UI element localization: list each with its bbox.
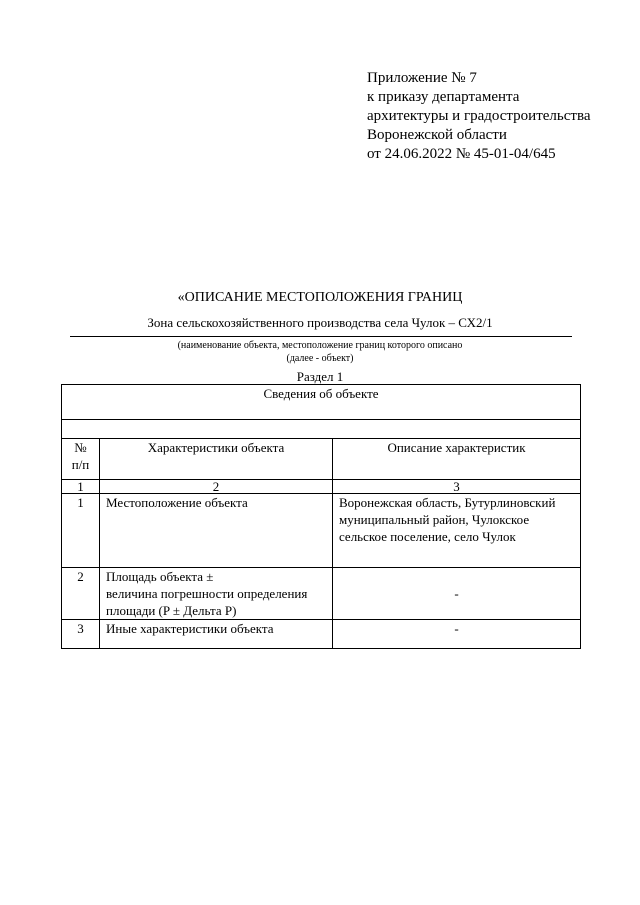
underline-rule bbox=[70, 336, 572, 337]
row-number: 3 bbox=[62, 620, 100, 649]
row-number: 2 bbox=[62, 568, 100, 620]
characteristic-line: площади (P ± Дельта P) bbox=[106, 603, 237, 618]
object-caption bbox=[0, 339, 640, 365]
row-number: 1 bbox=[62, 494, 100, 568]
table-heading: Сведения об объекте bbox=[62, 385, 581, 420]
section-label: Раздел 1 bbox=[296, 369, 344, 384]
table-blank-row bbox=[62, 420, 581, 439]
document-title: «ОПИСАНИЕ МЕСТОПОЛОЖЕНИЯ ГРАНИЦ bbox=[177, 290, 463, 305]
object-info-table bbox=[61, 384, 581, 649]
row-description: Воронежская область, Бутурлиновский муниципальный район, Чулокское сельское поселение, село Чулок bbox=[333, 494, 581, 568]
table-row bbox=[62, 620, 581, 649]
row-description: - bbox=[333, 568, 581, 620]
row-characteristic: Местоположение объекта bbox=[100, 494, 333, 568]
characteristic-line: Площадь объекта ± bbox=[106, 569, 214, 584]
column-number-row bbox=[62, 480, 581, 494]
row-description: - bbox=[333, 620, 581, 649]
table-row bbox=[62, 494, 581, 568]
table-row bbox=[62, 568, 581, 620]
column-header-description: Описание характеристик bbox=[333, 439, 581, 480]
table-header-row bbox=[62, 439, 581, 480]
column-number: 2 bbox=[100, 480, 333, 494]
caption-line: (наименование объекта, местоположение границ которого описано bbox=[177, 340, 463, 351]
appendix-line: Воронежской области bbox=[367, 127, 507, 143]
caption-line: (далее - объект) bbox=[286, 353, 354, 364]
row-characteristic: Иные характеристики объекта bbox=[100, 620, 333, 649]
column-header-characteristic: Характеристики объекта bbox=[100, 439, 333, 480]
appendix-line: к приказу департамента bbox=[367, 89, 520, 105]
column-header-number: № п/п bbox=[62, 439, 100, 480]
characteristic-line: величина погрешности определения bbox=[106, 586, 308, 601]
zone-name: Зона сельскохозяйственного производства села Чулок – СХ2/1 bbox=[147, 315, 493, 330]
appendix-block bbox=[367, 69, 590, 164]
column-number: 3 bbox=[333, 480, 581, 494]
appendix-line: от 24.06.2022 № 45-01-04/645 bbox=[367, 146, 556, 162]
column-number: 1 bbox=[62, 480, 100, 494]
row-characteristic bbox=[100, 568, 333, 620]
appendix-line: архитектуры и градостроительства bbox=[367, 108, 591, 124]
appendix-line: Приложение № 7 bbox=[367, 70, 477, 86]
